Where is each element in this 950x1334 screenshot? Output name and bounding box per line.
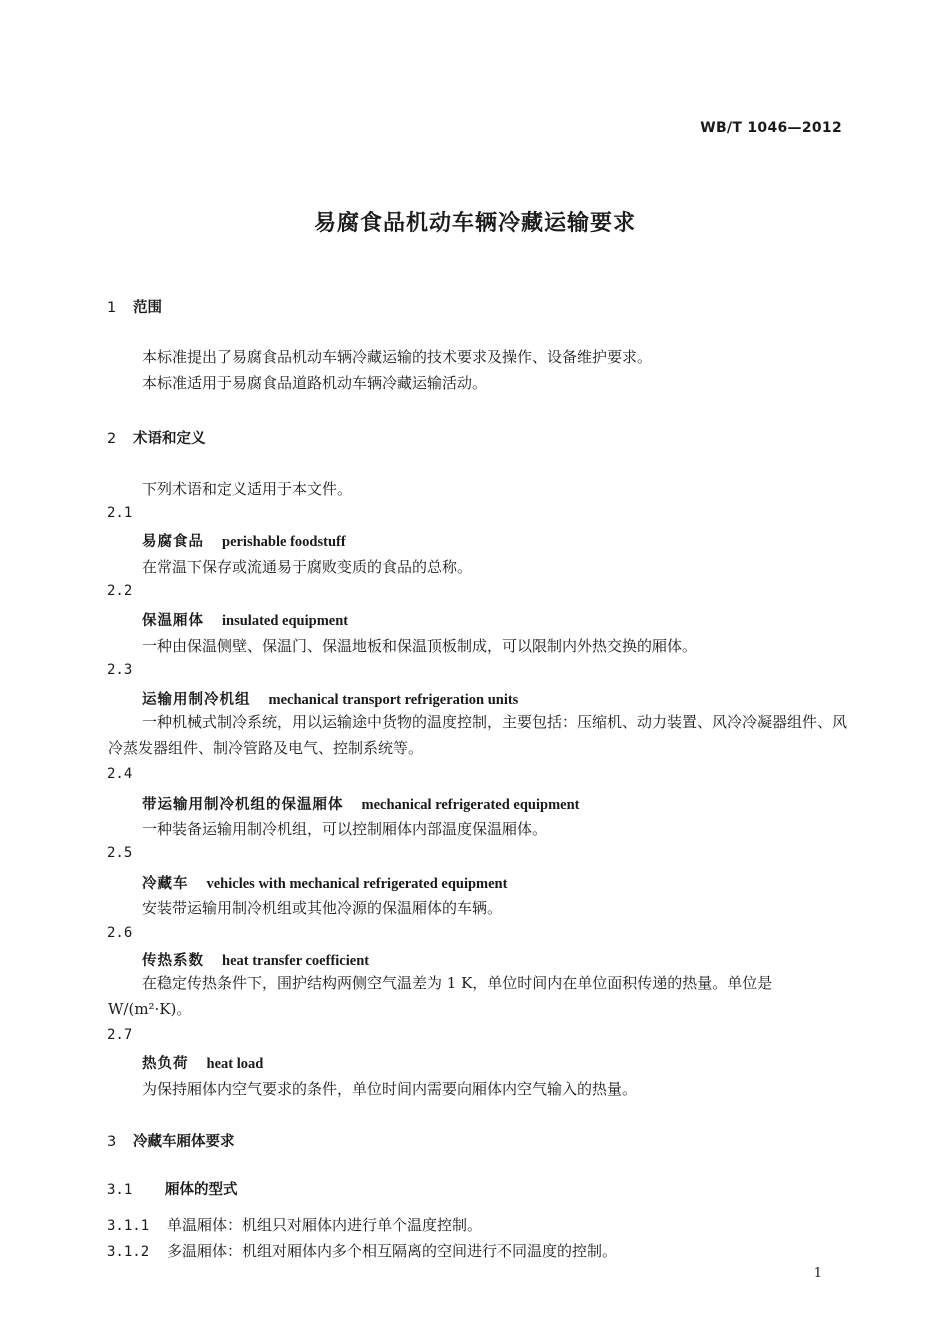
- paragraph: 下列术语和定义适用于本文件。: [142, 480, 353, 498]
- term-heading: [142, 1052, 263, 1073]
- section-heading-body: [107, 1130, 235, 1151]
- clause-item-number: 3.1.1: [107, 1218, 150, 1234]
- clause-number: 2.1: [107, 505, 133, 521]
- section-title: 冷藏车厢体要求: [133, 1134, 235, 1150]
- clause-item: [107, 1214, 482, 1235]
- term-zh: 带运输用制冷机组的保温厢体: [142, 797, 344, 813]
- clause-number: 2.7: [107, 1027, 133, 1043]
- term-definition: 一种装备运输用制冷机组，可以控制厢体内部温度保温厢体。: [142, 820, 548, 838]
- clause-number: 2.5: [107, 845, 133, 861]
- subsection-number: 3.1: [107, 1182, 133, 1198]
- standard-number: WB/T 1046—2012: [700, 120, 842, 136]
- section-number: 2: [107, 431, 117, 447]
- term-definition: 在稳定传热条件下，围护结构两侧空气温差为 1 K，单位时间内在单位面积传递的热量。单位是 W/(m²·K)。: [108, 974, 773, 1018]
- term-zh: 易腐食品: [142, 534, 204, 550]
- clause-item: [107, 1240, 617, 1261]
- clause-number: 2.4: [107, 766, 133, 782]
- term-heading: [142, 793, 580, 814]
- term-definition: 在常温下保存或流通易于腐败变质的食品的总称。: [142, 558, 473, 576]
- term-zh: 热负荷: [142, 1056, 189, 1072]
- subsection-title: 厢体的型式: [165, 1182, 238, 1198]
- term-en: insulated equipment: [222, 613, 349, 629]
- term-heading: [142, 530, 346, 551]
- section-number: 3: [107, 1134, 117, 1150]
- page-number: 1: [813, 1266, 822, 1281]
- subsection-heading: [107, 1178, 238, 1199]
- term-en: mechanical transport refrigeration units: [268, 692, 519, 708]
- term-heading: [142, 872, 507, 893]
- clause-number: 2.3: [107, 662, 133, 678]
- term-zh: 保温厢体: [142, 613, 204, 629]
- section-heading-scope: [107, 296, 162, 317]
- clause-item-text: 单温厢体：机组只对厢体内进行单个温度控制。: [167, 1216, 483, 1234]
- section-title: 范围: [133, 300, 162, 316]
- term-definition: 一种由保温侧壁、保温门、保温地板和保温顶板制成，可以限制内外热交换的厢体。: [142, 637, 698, 655]
- term-en: vehicles with mechanical refrigerated equipment: [206, 876, 508, 892]
- term-heading: [142, 949, 369, 970]
- document-title: 易腐食品机动车辆冷藏运输要求: [313, 211, 636, 236]
- clause-number: 2.6: [107, 925, 133, 941]
- term-heading: [142, 688, 518, 709]
- term-zh: 运输用制冷机组: [142, 692, 251, 708]
- paragraph: 本标准提出了易腐食品机动车辆冷藏运输的技术要求及操作、设备维护要求。: [142, 348, 653, 366]
- term-heading: [142, 609, 348, 630]
- section-title: 术语和定义: [133, 431, 206, 447]
- term-zh: 传热系数: [142, 953, 204, 969]
- clause-item-number: 3.1.2: [107, 1244, 150, 1260]
- clause-number: 2.2: [107, 583, 133, 599]
- term-en: mechanical refrigerated equipment: [361, 797, 580, 813]
- section-heading-terms: [107, 427, 206, 448]
- term-definition: 为保持厢体内空气要求的条件，单位时间内需要向厢体内空气输入的热量。: [142, 1080, 638, 1098]
- term-en: heat transfer coefficient: [222, 953, 370, 969]
- term-definition: 安装带运输用制冷机组或其他冷源的保温厢体的车辆。: [142, 899, 503, 917]
- term-en: perishable foodstuff: [222, 534, 346, 550]
- clause-item-text: 多温厢体：机组对厢体内多个相互隔离的空间进行不同温度的控制。: [167, 1242, 618, 1260]
- paragraph: 本标准适用于易腐食品道路机动车辆冷藏运输活动。: [142, 374, 488, 392]
- term-zh: 冷藏车: [142, 876, 189, 892]
- term-en: heat load: [206, 1056, 264, 1072]
- term-definition: 一种机械式制冷系统，用以运输途中货物的温度控制，主要包括：压缩机、动力装置、风冷冷凝器组件、风冷蒸发器组件、制冷管路及电气、控制系统等。: [108, 713, 848, 757]
- section-number: 1: [107, 300, 117, 316]
